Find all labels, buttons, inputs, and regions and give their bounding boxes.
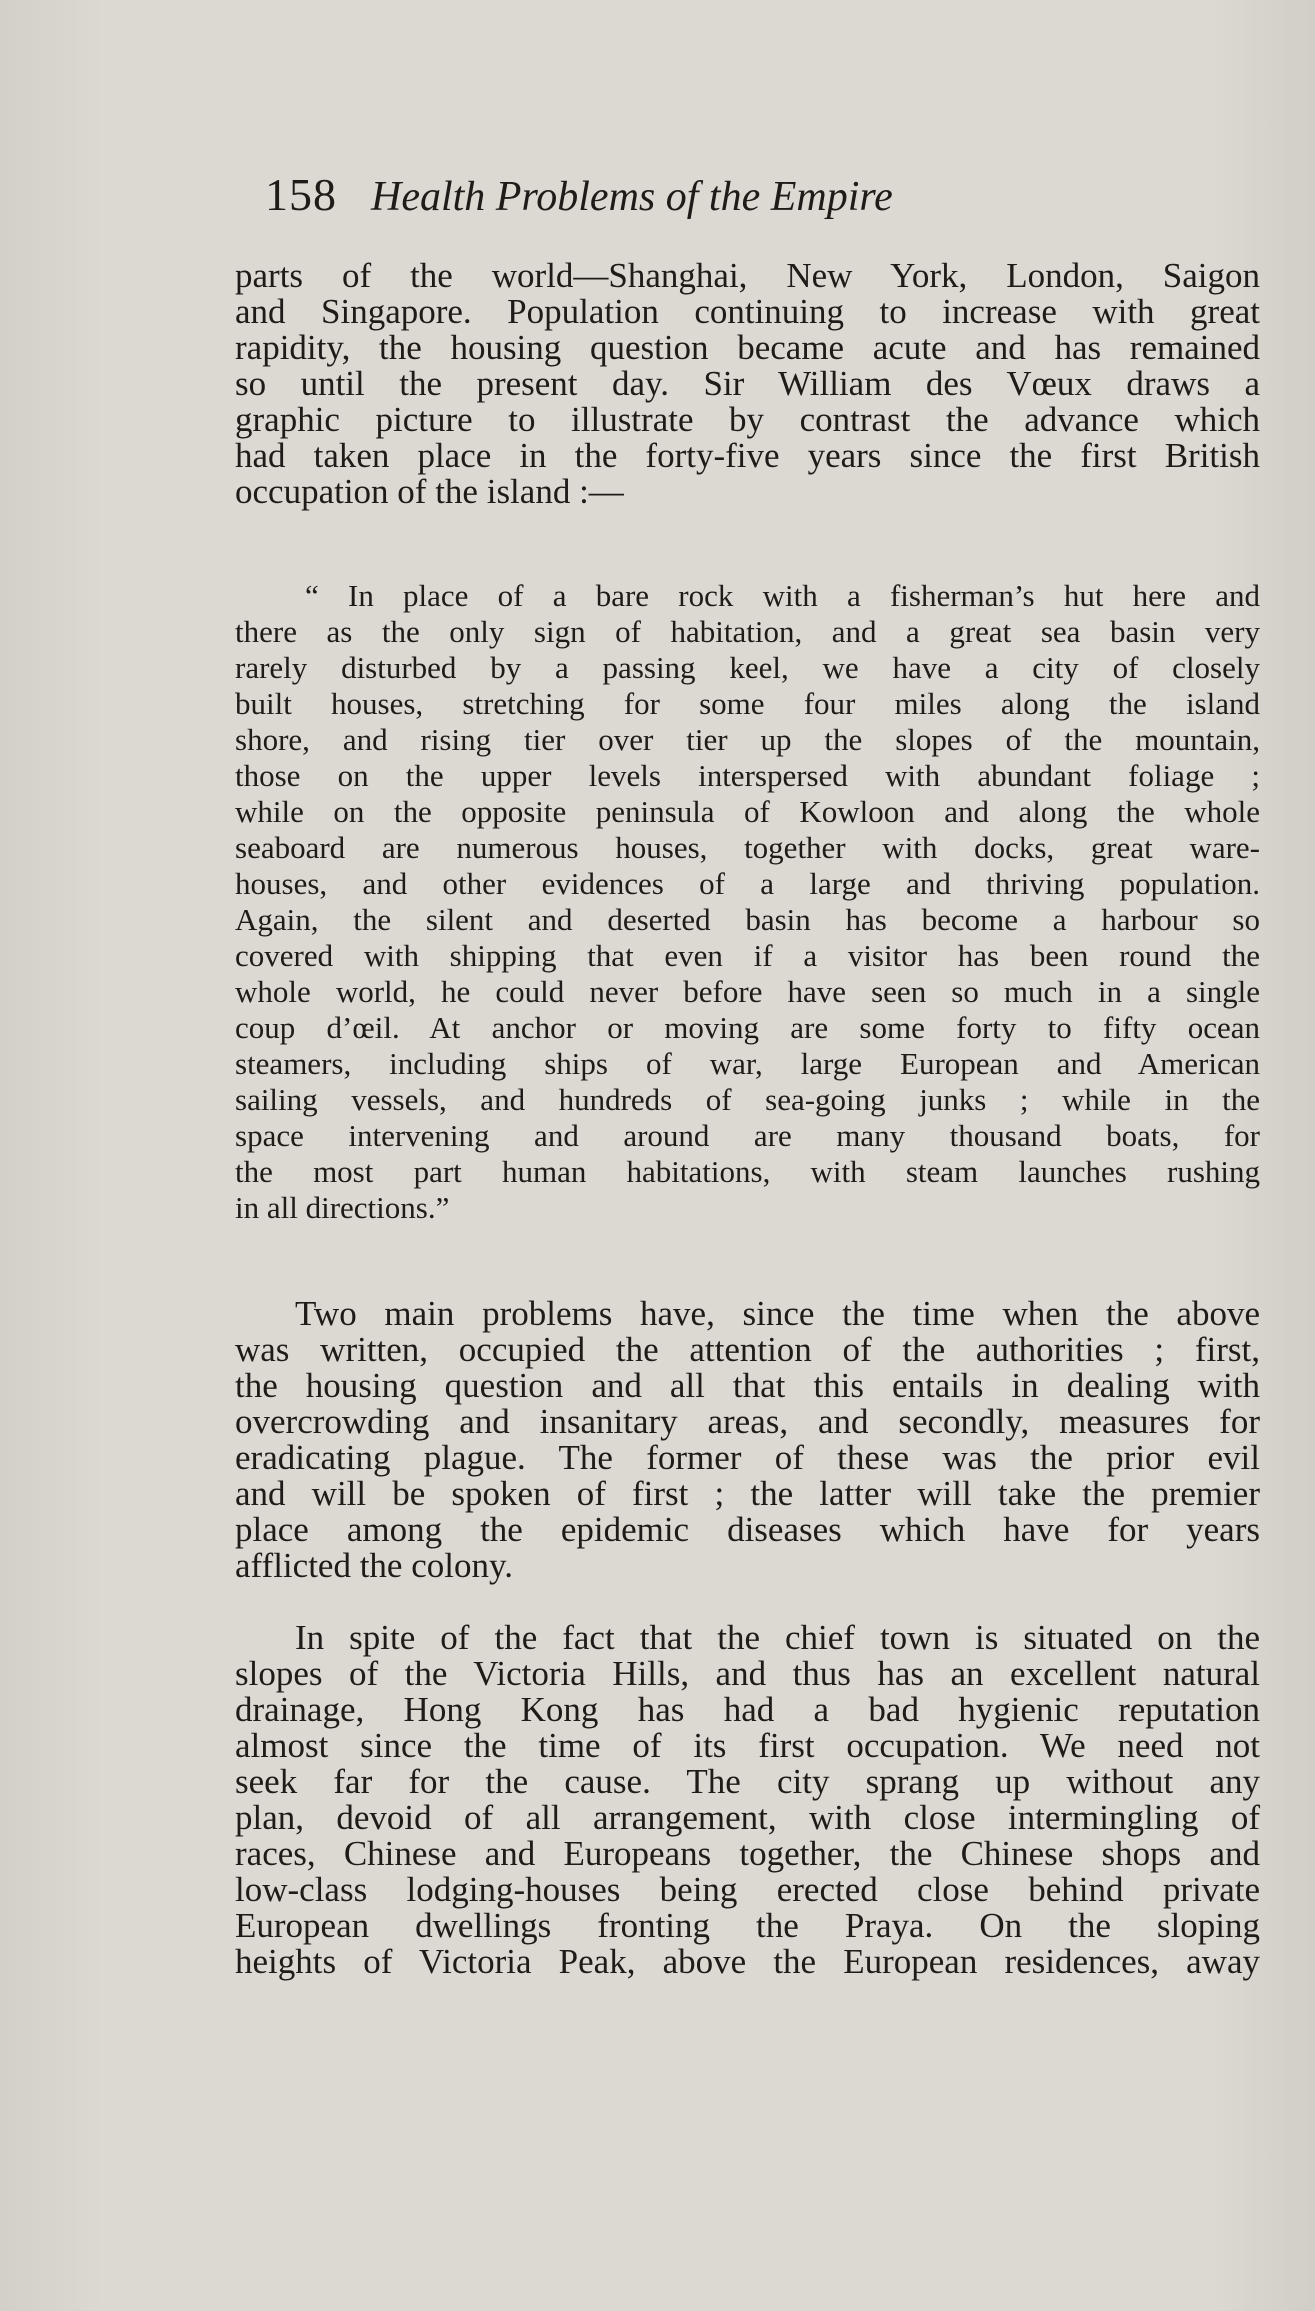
text-line: place among the epidemic diseases which have for years bbox=[235, 1510, 1260, 1549]
text-line: overcrowding and insanitary areas, and secondly, measures for bbox=[235, 1402, 1260, 1441]
text-line: the most part human habitations, with steam launches rushing bbox=[235, 1154, 1260, 1189]
text-line: steamers, including ships of war, large European and American bbox=[235, 1046, 1260, 1081]
text-line: so until the present day. Sir William des Vœux draws a bbox=[235, 364, 1260, 403]
text-line: had taken place in the forty-five years since the first British bbox=[235, 436, 1260, 475]
running-title: Health Problems of the Empire bbox=[371, 174, 893, 220]
paragraph-1 bbox=[235, 258, 1260, 510]
text-line: races, Chinese and Europeans together, the Chinese shops and bbox=[235, 1834, 1260, 1873]
running-head bbox=[265, 168, 1265, 238]
paragraph-3 bbox=[235, 1620, 1260, 1980]
text-line: there as the only sign of habitation, and a great sea basin very bbox=[235, 614, 1260, 649]
text-line: drainage, Hong Kong has had a bad hygienic reputation bbox=[235, 1690, 1260, 1729]
text-line: rapidity, the housing question became acute and has remained bbox=[235, 328, 1260, 367]
text-line: afflicted the colony. bbox=[235, 1546, 513, 1585]
text-line: coup d’œil. At anchor or moving are some forty to fifty ocean bbox=[235, 1010, 1260, 1045]
text-line: while on the opposite peninsula of Kowloon and along the whole bbox=[235, 794, 1260, 829]
text-line: parts of the world—Shanghai, New York, London, Saigon bbox=[235, 256, 1260, 295]
text-line: slopes of the Victoria Hills, and thus has an excellent natural bbox=[235, 1654, 1260, 1693]
text-line: sailing vessels, and hundreds of sea-going junks ; while in the bbox=[235, 1082, 1260, 1117]
text-line: graphic picture to illustrate by contrast the advance which bbox=[235, 400, 1260, 439]
text-line: covered with shipping that even if a visitor has been round the bbox=[235, 938, 1260, 973]
text-line: occupation of the island :— bbox=[235, 472, 624, 511]
paragraph-2 bbox=[235, 1296, 1260, 1584]
text-line: and Singapore. Population continuing to increase with great bbox=[235, 292, 1260, 331]
text-line: plan, devoid of all arrangement, with close intermingling of bbox=[235, 1798, 1260, 1837]
text-line: built houses, stretching for some four miles along the island bbox=[235, 686, 1260, 721]
text-line: low-class lodging-houses being erected close behind private bbox=[235, 1870, 1260, 1909]
text-line: seaboard are numerous houses, together with docks, great ware- bbox=[235, 830, 1260, 865]
page-number: 158 bbox=[265, 169, 337, 220]
text-line: almost since the time of its first occupation. We need not bbox=[235, 1726, 1260, 1765]
text-line: the housing question and all that this entails in dealing with bbox=[235, 1366, 1260, 1405]
text-line: whole world, he could never before have seen so much in a single bbox=[235, 974, 1260, 1009]
text-line: Two main problems have, since the time when the above bbox=[295, 1294, 1260, 1333]
text-line: In spite of the fact that the chief town is situated on the bbox=[295, 1618, 1260, 1657]
text-line: and will be spoken of first ; the latter will take the premier bbox=[235, 1474, 1260, 1513]
text-line: seek far for the cause. The city sprang up without any bbox=[235, 1762, 1260, 1801]
text-line: in all directions.” bbox=[235, 1190, 450, 1225]
text-line: space intervening and around are many thousand boats, for bbox=[235, 1118, 1260, 1153]
block-quotation bbox=[235, 578, 1260, 1226]
text-line: eradicating plague. The former of these was the prior evil bbox=[235, 1438, 1260, 1477]
text-line: houses, and other evidences of a large and thriving population. bbox=[235, 866, 1260, 901]
text-line: those on the upper levels interspersed with abundant foliage ; bbox=[235, 758, 1260, 793]
text-line: rarely disturbed by a passing keel, we have a city of closely bbox=[235, 650, 1260, 685]
text-line: “ In place of a bare rock with a fisherman’s hut here and bbox=[305, 578, 1260, 613]
text-line: was written, occupied the attention of the authorities ; first, bbox=[235, 1330, 1260, 1369]
text-line: heights of Victoria Peak, above the European residences, away bbox=[235, 1942, 1260, 1981]
text-line: shore, and rising tier over tier up the slopes of the mountain, bbox=[235, 722, 1260, 757]
text-line: Again, the silent and deserted basin has become a harbour so bbox=[235, 902, 1260, 937]
text-line: European dwellings fronting the Praya. On the sloping bbox=[235, 1906, 1260, 1945]
